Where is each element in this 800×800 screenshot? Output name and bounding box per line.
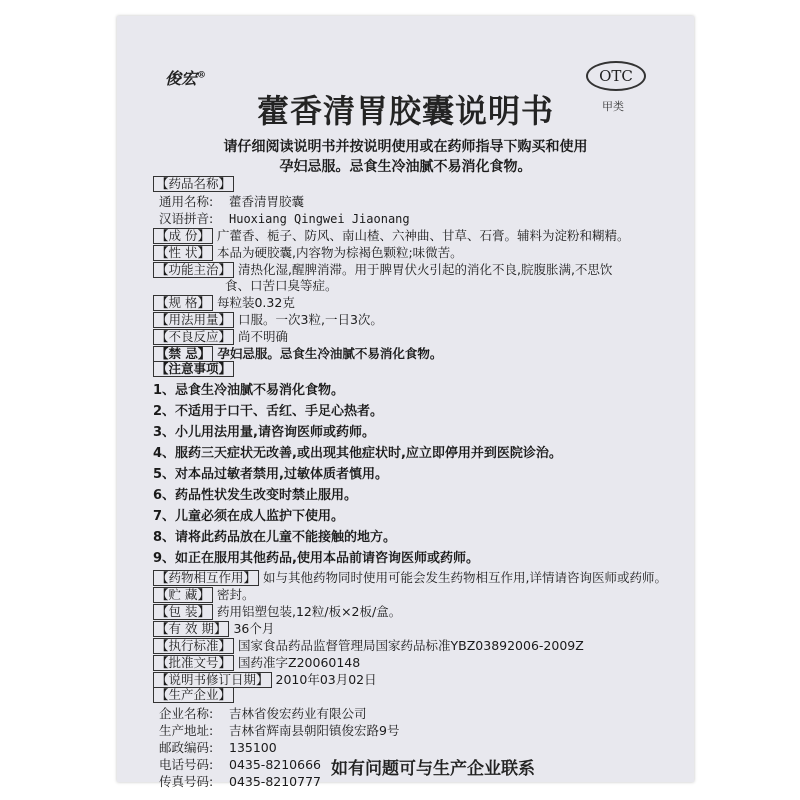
properties-row: 【性 状】 本品为硬胶囊,内容物为棕褐色颗粒;味微苦。: [153, 243, 463, 261]
note-item: 9、如正在服用其他药品,使用本品前请咨询医师或药师。: [153, 551, 479, 566]
dosage-row: 【用法用量】 口服。一次3粒,一日3次。: [153, 310, 383, 328]
storage-row: 【贮 藏】 密封。: [153, 585, 255, 603]
footer-contact-note: 如有问题可与生产企业联系: [331, 759, 535, 779]
validity-row: 【有 效 期】 36个月: [153, 619, 274, 637]
package-row: 【包 装】 药用铝塑包装,12粒/板×2板/盒。: [153, 602, 401, 620]
note-item: 3、小儿用法用量,请咨询医师或药师。: [153, 425, 375, 440]
standard-row: 【执行标准】 国家食品药品监督管理局国家药品标准YBZ03892006-2009Z: [153, 636, 584, 654]
brand-logo: 俊宏®: [165, 69, 207, 88]
note-item: 4、服药三天症状无改善,或出现其他症状时,应立即停用并到医院诊治。: [153, 446, 562, 461]
note-item: 1、忌食生冷油腻不易消化食物。: [153, 383, 345, 398]
contra-row: 【禁 忌】 孕妇忌服。忌食生冷油腻不易消化食物。: [153, 344, 442, 362]
note-item: 8、请将此药品放在儿童不能接触的地方。: [153, 530, 397, 545]
manufacturer-name-row: 企业名称: 吉林省俊宏药业有限公司: [159, 706, 367, 721]
common-name-row: 通用名称: 藿香清胃胶囊: [159, 194, 305, 209]
otc-class-label: 甲类: [602, 100, 624, 113]
postal-code-row: 邮政编码: 135100: [159, 740, 277, 755]
approval-row: 【批准文号】 国药准字Z20060148: [153, 653, 360, 671]
phone-row: 电话号码: 0435-8210666: [159, 757, 321, 772]
indications-row-cont: 食、口苦口臭等症。: [225, 278, 338, 293]
note-item: 2、不适用于口干、舌红、手足心热者。: [153, 404, 384, 419]
warning-line-1: 请仔细阅读说明书并按说明使用或在药师指导下购买和使用: [223, 139, 588, 155]
adverse-row: 【不良反应】 尚不明确: [153, 327, 288, 345]
page-title: 藿香清胃胶囊说明书: [256, 92, 554, 130]
interaction-row: 【药物相互作用】 如与其他药物同时使用可能会发生药物相互作用,详情请咨询医师或药师。: [153, 568, 667, 586]
revision-row: 【说明书修订日期】 2010年03月02日: [153, 670, 377, 688]
manufacturer-address-row: 生产地址: 吉林省辉南县朝阳镇俊宏路9号: [159, 723, 400, 738]
note-item: 6、药品性状发生改变时禁止服用。: [153, 488, 358, 503]
spec-row: 【规 格】 每粒装0.32克: [153, 293, 295, 311]
note-item: 7、儿童必须在成人监护下使用。: [153, 509, 345, 524]
otc-badge: OTC: [586, 61, 646, 91]
warning-line-2: 孕妇忌服。忌食生冷油腻不易消化食物。: [279, 159, 532, 175]
drug-name-header: 【药品名称】: [153, 176, 234, 192]
notes-header: 【注意事项】: [153, 361, 234, 377]
leaflet-sheet: [117, 16, 694, 789]
pinyin-row: 汉语拼音: Huoxiang Qingwei Jiaonang: [159, 211, 410, 226]
note-item: 5、对本品过敏者禁用,过敏体质者慎用。: [153, 467, 388, 482]
manufacturer-header: 【生产企业】: [153, 687, 234, 703]
indications-row: 【功能主治】 清热化湿,醒脾消滞。用于脾胃伏火引起的消化不良,脘腹胀满,不思饮: [153, 260, 612, 278]
fax-row: 传真号码: 0435-8210777: [159, 774, 321, 789]
section-drug-name: [153, 176, 234, 192]
ingredients-row: 【成 份】 广藿香、栀子、防风、南山楂、六神曲、甘草、石膏。辅料为淀粉和糊精。: [153, 226, 630, 244]
